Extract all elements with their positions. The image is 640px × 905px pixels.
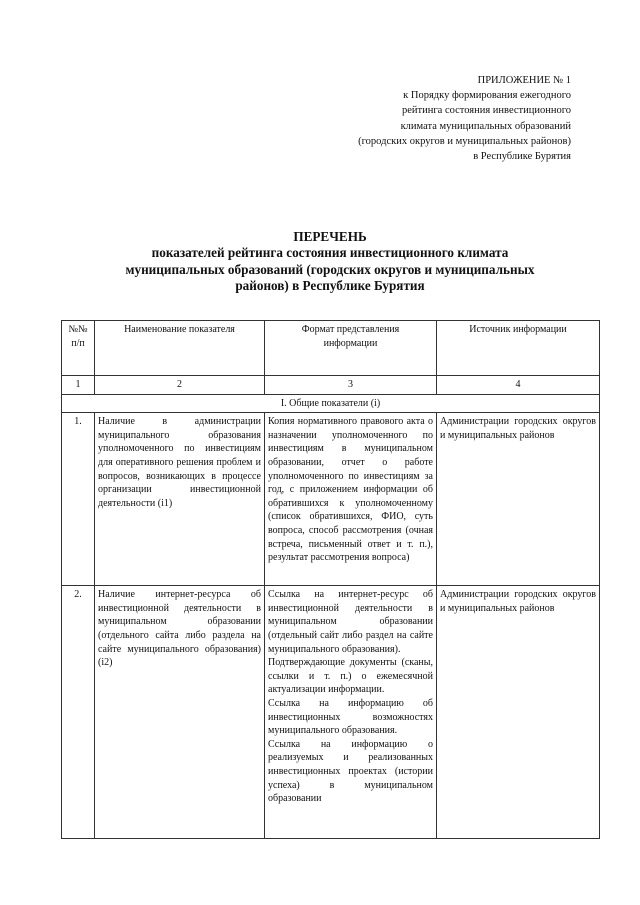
column-numbers-row bbox=[62, 376, 600, 395]
table-row bbox=[62, 413, 600, 586]
title-line: показателей рейтинга состояния инвестиционного климата bbox=[151, 245, 509, 261]
appendix-header bbox=[271, 73, 571, 164]
appendix-line: климата муниципальных образований bbox=[400, 120, 571, 132]
appendix-line: ПРИЛОЖЕНИЕ № 1 bbox=[477, 75, 571, 86]
header-source: Источник информации bbox=[437, 321, 600, 376]
title-line: районов) в Республике Бурятия bbox=[235, 278, 425, 294]
header-number: №№ п/п bbox=[62, 321, 95, 376]
appendix-line: в Республике Бурятия bbox=[473, 151, 571, 163]
title-line: муниципальных образований (городских округов и муниципальных bbox=[125, 261, 535, 277]
row-number: 2. bbox=[62, 586, 95, 839]
indicator-format: Копия нормативного правового акта о назначении уполномоченного по инвестициям в муниципальном образовании, отчет о работе уполномоченного по инвестициям за год, с приложением информации об обратившихся к уполномоченному (список обратившихся, ФИО, суть вопроса, способ рассмотрения (очная встреча, письменный ответ и т. п.), результат рассмотрения вопроса) bbox=[265, 413, 437, 586]
indicator-source: Администрации городских округов и муниципальных районов bbox=[437, 586, 600, 839]
document-title bbox=[60, 229, 600, 295]
title-heading: ПЕРЕЧЕНЬ bbox=[293, 229, 367, 244]
indicator-source: Администрации городских округов и муниципальных районов bbox=[437, 413, 600, 586]
appendix-line: (городских округов и муниципальных районов) bbox=[358, 135, 571, 147]
indicator-name: Наличие в администрации муниципального образования уполномоченного по инвестициям для оперативного решения проблем и вопросов, возникающих в процессе организации инвестиционной деятельности (i1) bbox=[95, 413, 265, 586]
row-number: 1. bbox=[62, 413, 95, 586]
header-name: Наименование показателя bbox=[95, 321, 265, 376]
appendix-line: к Порядку формирования ежегодного bbox=[403, 90, 571, 102]
column-number: 1 bbox=[62, 376, 95, 395]
table-row bbox=[62, 586, 600, 839]
column-number: 4 bbox=[437, 376, 600, 395]
header-row bbox=[62, 321, 600, 376]
indicator-format: Ссылка на интернет-ресурс об инвестиционной деятельности в муниципальном образовании (отдельный сайт либо раздел на сайте муниципального образования). Подтверждающие документы (сканы, ссылки и т. п.) о ежемесячной актуализации информации. Ссылка на информацию об инвестиционных возможностях муниципального образования. Ссылка на информацию о реализуемых и реализованных инвестиционных проектах (истории успеха) в муниципальном образовании bbox=[265, 586, 437, 839]
column-number: 2 bbox=[95, 376, 265, 395]
section-title: I. Общие показатели (i) bbox=[62, 394, 600, 413]
section-row bbox=[62, 394, 600, 413]
header-format: Формат представления информации bbox=[265, 321, 437, 376]
column-number: 3 bbox=[265, 376, 437, 395]
appendix-line: рейтинга состояния инвестиционного bbox=[402, 105, 571, 117]
indicators-table bbox=[61, 320, 600, 839]
indicator-name: Наличие интернет-ресурса об инвестиционной деятельности в муниципальном образовании (отдельного сайта либо раздела на сайте муниципального образования) (i2) bbox=[95, 586, 265, 839]
